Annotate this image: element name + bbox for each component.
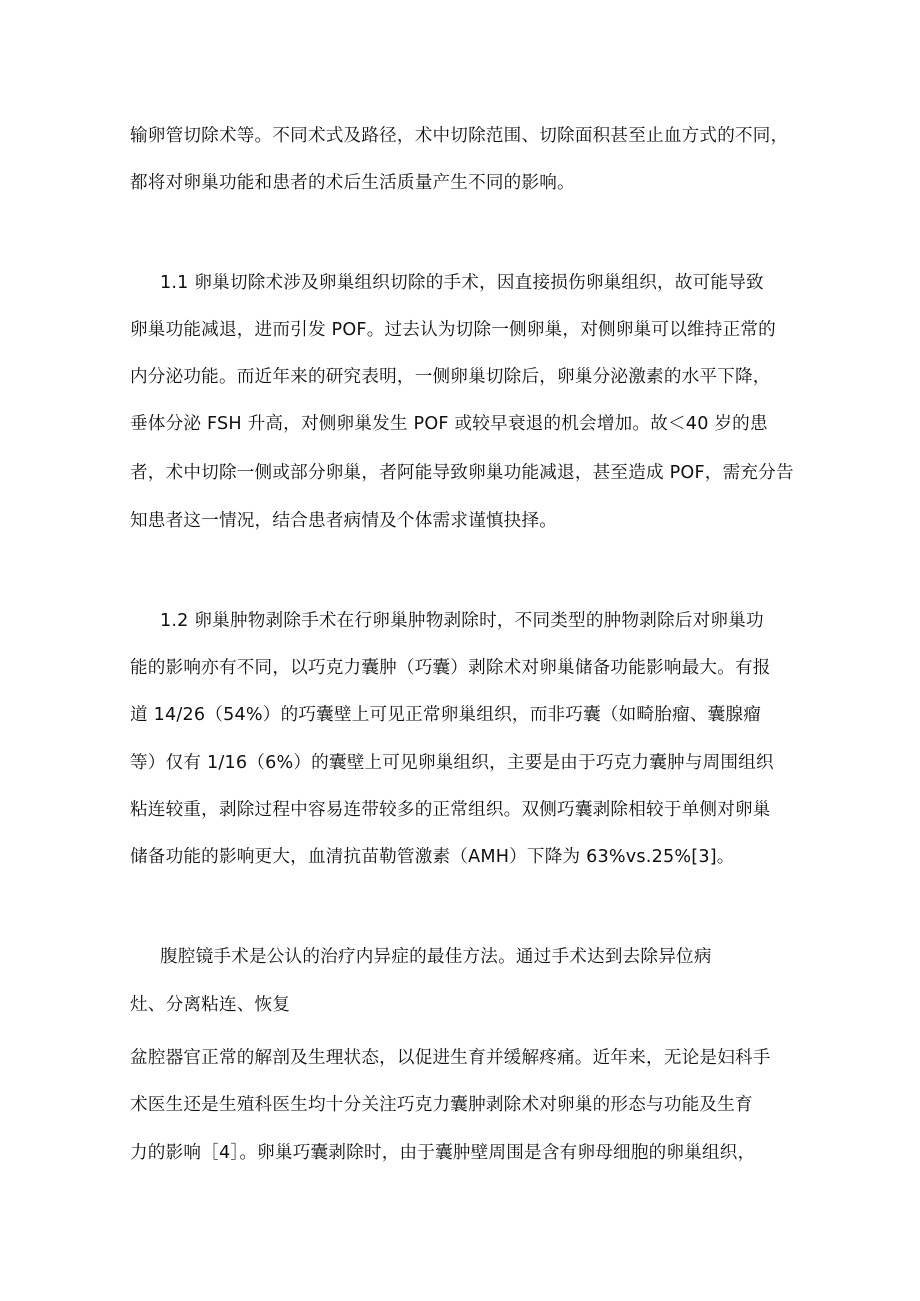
text-line: 灶、分离粘连、恢复 xyxy=(130,995,291,1015)
text-line: 都将对卵巢功能和患者的术后生活质量产生不同的影响。 xyxy=(130,173,575,193)
text-line: 术医生还是生殖科医生均十分关注巧克力囊肿剥除术对卵巢的形态与功能及生育 xyxy=(130,1095,753,1115)
text-line: 粘连较重，剥除过程中容易连带较多的正常组织。双侧巧囊剥除相较于单侧对卵巢 xyxy=(130,800,771,820)
text-line: 1.2 卵巢肿物剥除手术在行卵巢肿物剥除时，不同类型的肿物剥除后对卵巢功 xyxy=(160,611,764,631)
text-line: 腹腔镜手术是公认的治疗内异症的最佳方法。通过手术达到去除异位病 xyxy=(160,947,712,967)
text-line: 者，术中切除一侧或部分卵巢，者阿能导致卵巢功能减退，甚至造成 POF，需充分告 xyxy=(130,463,794,483)
text-line: 力的影响［4］。卵巢巧囊剥除时，由于囊肿壁周围是含有卵母细胞的卵巢组织， xyxy=(130,1143,756,1163)
text-line: 储备功能的影响更大，血清抗苗勒管激素（AMH）下降为 63%vs.25%[3]。 xyxy=(130,847,735,867)
text-line: 等）仅有 1/16（6%）的囊壁上可见卵巢组织，主要是由于巧克力囊肿与周围组织 xyxy=(130,753,774,773)
text-line: 1.1 卵巢切除术涉及卵巢组织切除的手术，因直接损伤卵巢组织，故可能导致 xyxy=(160,273,764,293)
text-line: 道 14/26（54%）的巧囊壁上可见正常卵巢组织，而非巧囊（如畸胎瘤、囊腺瘤 xyxy=(130,705,762,725)
text-line: 垂体分泌 FSH 升高，对侧卵巢发生 POF 或较早衰退的机会增加。故＜40 岁的患 xyxy=(130,414,768,434)
text-line: 盆腔器官正常的解剖及生理状态，以促进生育并缓解疼痛。近年来，无论是妇科手 xyxy=(130,1048,771,1068)
text-line: 卵巢功能减退，进而引发 POF。过去认为切除一侧卵巢，对侧卵巢可以维持正常的 xyxy=(130,320,776,340)
text-line: 输卵管切除术等。不同术式及路径，术中切除范围、切除面积甚至止血方式的不同， xyxy=(130,126,789,146)
text-line: 能的影响亦有不同，以巧克力囊肿（巧囊）剥除术对卵巢储备功能影响最大。有报 xyxy=(130,658,771,678)
text-line: 内分泌功能。而近年来的研究表明，一侧卵巢切除后，卵巢分泌激素的水平下降， xyxy=(130,367,771,387)
text-line: 知患者这一情况，结合患者病情及个体需求谨慎抉择。 xyxy=(130,511,558,531)
